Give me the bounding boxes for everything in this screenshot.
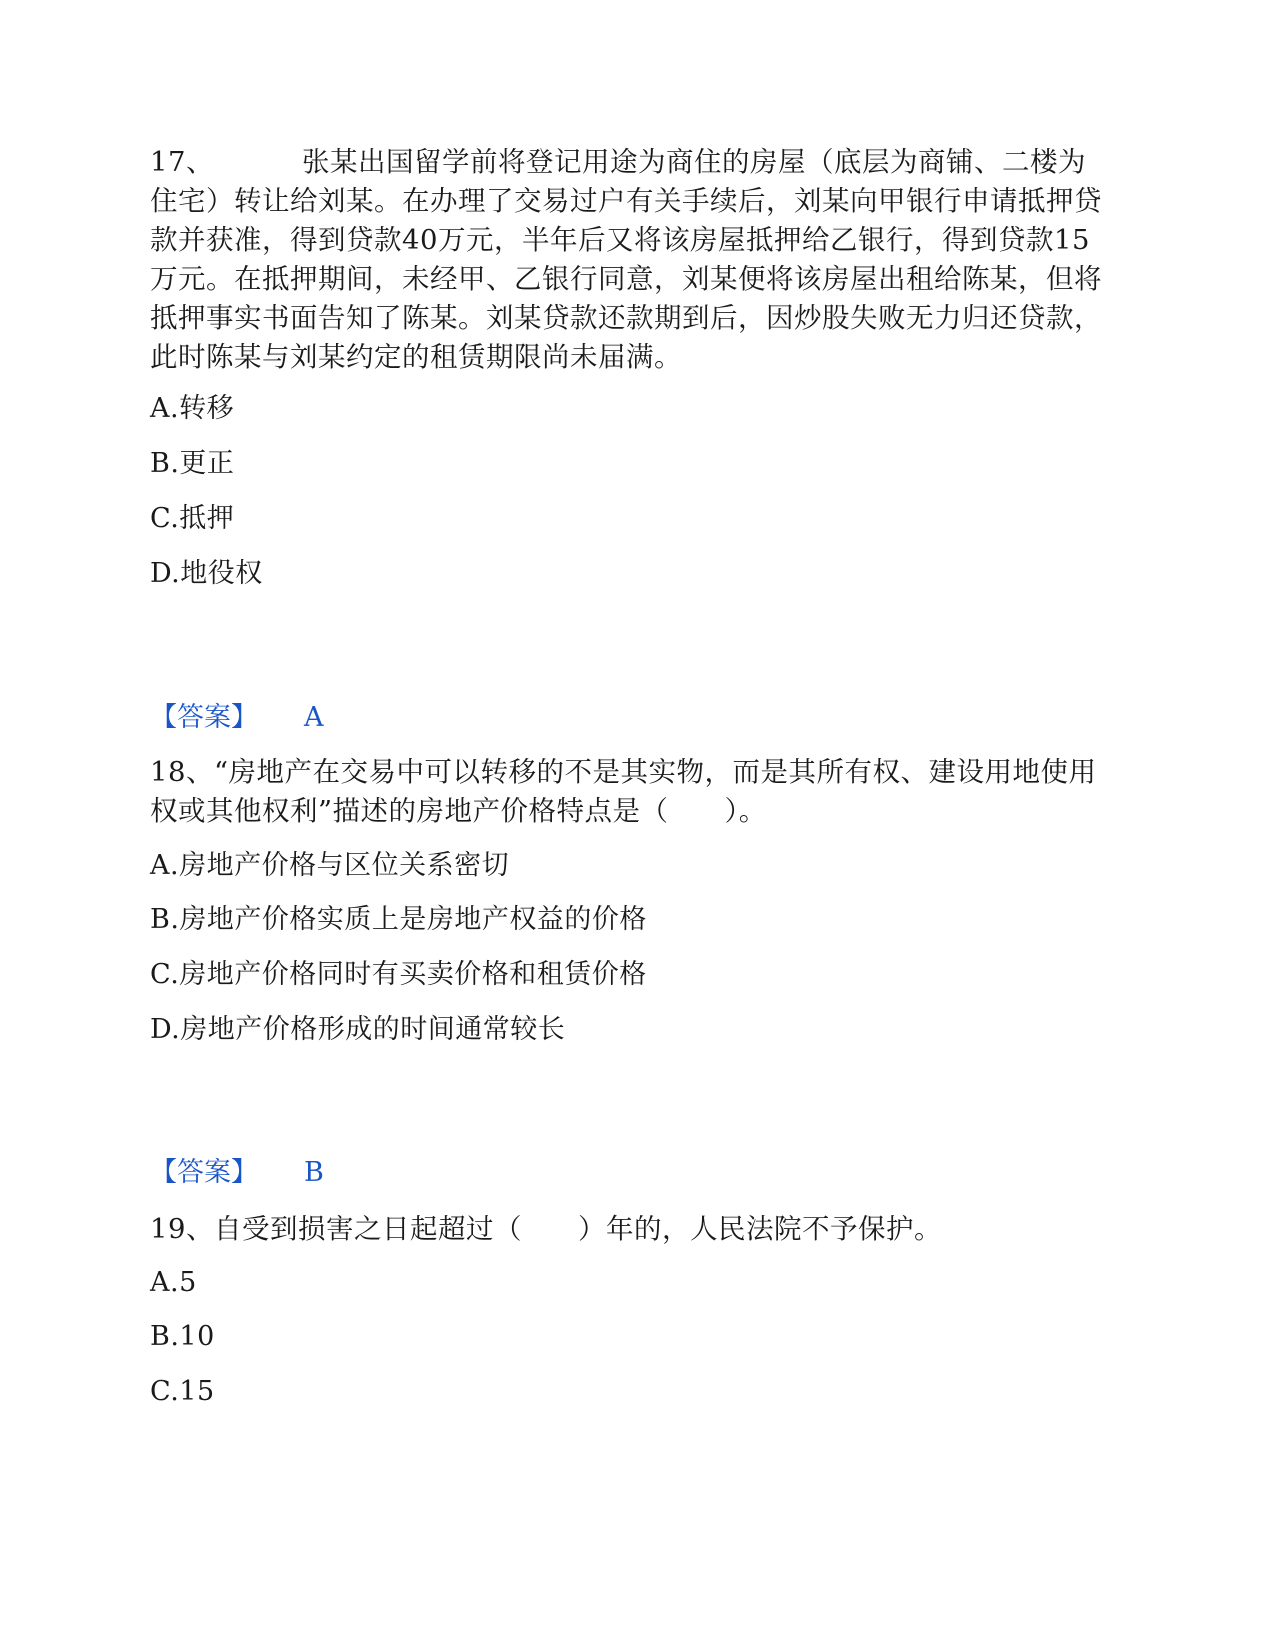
question-19-option-b: B.10 <box>150 1321 215 1352</box>
question-18-text <box>150 753 1105 831</box>
answer-value: B <box>304 1157 324 1188</box>
question-17-option-d: D.地役权 <box>150 558 263 589</box>
question-18-option-b: B.房地产价格实质上是房地产权益的价格 <box>150 904 647 935</box>
question-18-answer <box>150 1156 324 1190</box>
question-17-answer <box>150 701 324 735</box>
question-18-body: “房地产在交易中可以转移的不是其实物，而是其所有权、建设用地使用权或其他权利”描述的房地产价格特点是（ ）。 <box>150 756 1097 827</box>
question-19-option-a: A.5 <box>150 1267 197 1298</box>
question-17-option-a: A.转移 <box>150 393 235 424</box>
question-19-body: 自受到损害之日起超过（ ）年的，人民法院不予保护。 <box>214 1213 942 1245</box>
question-18-option-a: A.房地产价格与区位关系密切 <box>150 850 510 881</box>
question-18-number: 18、 <box>150 756 214 788</box>
answer-label: 【答案】 <box>150 1157 258 1188</box>
question-19-option-c: C.15 <box>150 1376 215 1407</box>
question-17-option-c: C.抵押 <box>150 503 235 534</box>
question-17-body: 张某出国留学前将登记用途为商住的房屋（底层为商铺、二楼为住宅）转让给刘某。在办理了交易过户有关手续后，刘某向甲银行申请抵押贷款并获准，得到贷款40万元，半年后又将该房屋抵押给乙银行，得到贷款15万元。在抵押期间，未经甲、乙银行同意，刘某便将该房屋出租给陈某，但将抵押事实书面告知了陈某。刘某贷款还款期到后，因炒股失败无力归还贷款，此时陈某与刘某约定的租赁期限尚未届满。 <box>150 146 1102 373</box>
question-17-text <box>150 143 1105 377</box>
question-18-option-c: C.房地产价格同时有买卖价格和租赁价格 <box>150 959 647 990</box>
question-17-option-b: B.更正 <box>150 448 235 479</box>
answer-value: A <box>304 702 324 733</box>
question-17-number: 17、 <box>150 146 214 178</box>
question-18-option-d: D.房地产价格形成的时间通常较长 <box>150 1014 566 1045</box>
question-19-text <box>150 1210 1105 1249</box>
question-19-number: 19、 <box>150 1213 214 1245</box>
answer-label: 【答案】 <box>150 702 258 733</box>
